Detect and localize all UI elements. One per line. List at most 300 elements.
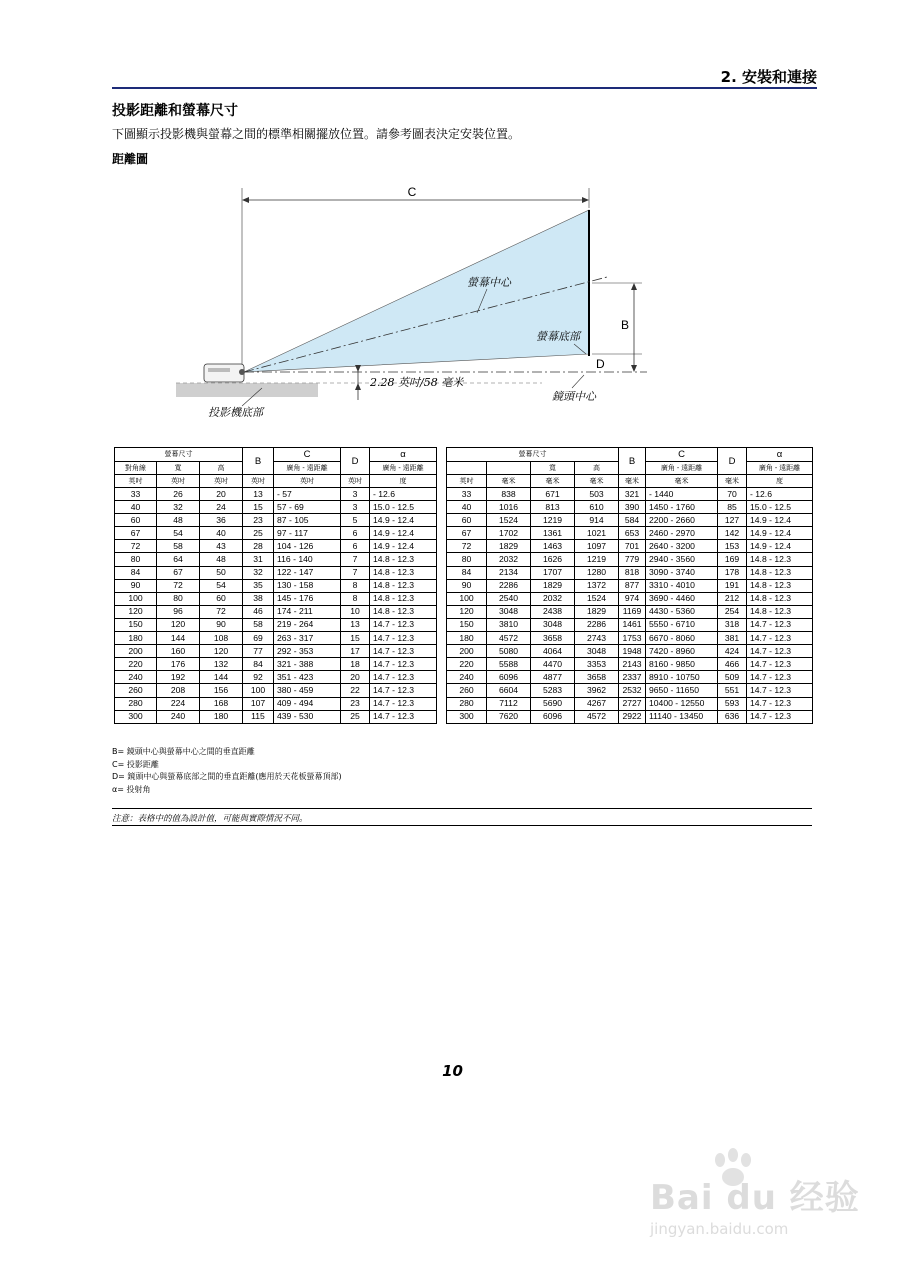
- table-cell: 220: [447, 658, 487, 671]
- table-cell: - 12.6: [370, 488, 437, 501]
- table-cell: 2286: [487, 579, 531, 592]
- th-unit-mm: 毫米: [531, 475, 575, 488]
- table-cell: 14.9 - 12.4: [370, 527, 437, 540]
- table-cell: 77: [243, 645, 274, 658]
- table-cell: 636: [718, 710, 747, 723]
- table-cell: 14.7 - 12.3: [747, 697, 813, 710]
- table-cell: 2286: [575, 618, 619, 631]
- table-cell: 32: [157, 501, 200, 514]
- table-row: [115, 684, 437, 697]
- table-row: [115, 553, 437, 566]
- table-row: [115, 527, 437, 540]
- table-cell: 80: [157, 592, 200, 605]
- diagram-title: 距離圖: [112, 152, 149, 166]
- table-cell: 2032: [487, 553, 531, 566]
- table-cell: 116 - 140: [274, 553, 341, 566]
- table-cell: 67: [157, 566, 200, 579]
- table-cell: 14.9 - 12.4: [370, 514, 437, 527]
- table-cell: 15: [341, 632, 370, 645]
- table-cell: 974: [619, 592, 646, 605]
- table-cell: 15: [243, 501, 274, 514]
- table-cell: 70: [718, 488, 747, 501]
- table-cell: 3310 - 4010: [646, 579, 718, 592]
- label-lens-center: 鏡頭中心: [552, 390, 596, 403]
- table-cell: 96: [157, 605, 200, 618]
- table-cell: 1219: [531, 514, 575, 527]
- table-cell: 439 - 530: [274, 710, 341, 723]
- table-cell: - 57: [274, 488, 341, 501]
- table-cell: 4267: [575, 697, 619, 710]
- table-cell: 14.7 - 12.3: [747, 671, 813, 684]
- table-cell: 1524: [487, 514, 531, 527]
- table-cell: 1626: [531, 553, 575, 566]
- table-cell: 67: [447, 527, 487, 540]
- th-unit-mm: 毫米: [619, 475, 646, 488]
- distance-diagram: [112, 178, 817, 428]
- table-cell: 31: [243, 553, 274, 566]
- table-cell: 2727: [619, 697, 646, 710]
- table-cell: 23: [243, 514, 274, 527]
- table-cell: 409 - 494: [274, 697, 341, 710]
- label-lens-height: 2.28 英吋/58 毫米: [370, 376, 464, 389]
- b-arrow-bottom: [631, 365, 637, 372]
- table-cell: 390: [619, 501, 646, 514]
- table-cell: 14.7 - 12.3: [747, 632, 813, 645]
- table-row: [115, 710, 437, 723]
- table-cell: 6: [341, 540, 370, 553]
- label-screen-center: 螢幕中心: [467, 276, 511, 289]
- table-cell: 69: [243, 632, 274, 645]
- table-cell: 6670 - 8060: [646, 632, 718, 645]
- label-c: C: [407, 185, 417, 199]
- table-cell: 6096: [531, 710, 575, 723]
- table-cell: 156: [200, 684, 243, 697]
- th-c: C: [646, 448, 718, 462]
- table-cell: 160: [157, 645, 200, 658]
- projector-icon: [204, 364, 244, 382]
- legend: [112, 746, 342, 796]
- table-cell: 25: [243, 527, 274, 540]
- table-row: [115, 566, 437, 579]
- baidu-watermark: [640, 1148, 860, 1258]
- table-cell: 1021: [575, 527, 619, 540]
- table-cell: 593: [718, 697, 747, 710]
- table-cell: 108: [200, 632, 243, 645]
- table-cell: 33: [447, 488, 487, 501]
- table-row: [447, 553, 813, 566]
- table-cell: 90: [115, 579, 157, 592]
- table-row: [447, 605, 813, 618]
- th-unit: 英吋: [115, 475, 157, 488]
- table-cell: 180: [200, 710, 243, 723]
- table-row: [115, 514, 437, 527]
- table-cell: 58: [157, 540, 200, 553]
- label-projector-bottom: 投影機底部: [208, 406, 263, 419]
- table-cell: 40: [115, 501, 157, 514]
- th-b: B: [243, 448, 274, 475]
- label-screen-bottom: 螢幕底部: [536, 330, 580, 343]
- table-cell: 2940 - 3560: [646, 553, 718, 566]
- table-cell: 818: [619, 566, 646, 579]
- table-row: [115, 501, 437, 514]
- table-cell: 2460 - 2970: [646, 527, 718, 540]
- th-unit: 英吋: [200, 475, 243, 488]
- table-cell: 150: [115, 618, 157, 631]
- table-row: [447, 540, 813, 553]
- table-cell: 1450 - 1760: [646, 501, 718, 514]
- table-cell: 60: [115, 514, 157, 527]
- table-cell: 4877: [531, 671, 575, 684]
- table-cell: 914: [575, 514, 619, 527]
- table-cell: 100: [243, 684, 274, 697]
- table-cell: 1702: [487, 527, 531, 540]
- table-cell: 84: [447, 566, 487, 579]
- th-unit: 英吋: [341, 475, 370, 488]
- th-d: D: [341, 448, 370, 475]
- table-cell: 1829: [575, 605, 619, 618]
- table-cell: 25: [341, 710, 370, 723]
- table-row: [447, 566, 813, 579]
- legend-item-c: C= 投影距離: [112, 759, 159, 769]
- table-cell: 2532: [619, 684, 646, 697]
- table-cell: 60: [200, 592, 243, 605]
- table-cell: 168: [200, 697, 243, 710]
- table-cell: 610: [575, 501, 619, 514]
- table-cell: 72: [200, 605, 243, 618]
- table-cell: 5080: [487, 645, 531, 658]
- table-cell: 54: [157, 527, 200, 540]
- table-cell: 2438: [531, 605, 575, 618]
- table-cell: 3: [341, 501, 370, 514]
- th-alpha-sub: 廣角 - 遠距離: [747, 462, 813, 475]
- table-cell: 14.7 - 12.3: [370, 671, 437, 684]
- table-cell: 14.7 - 12.3: [747, 658, 813, 671]
- table-cell: 3353: [575, 658, 619, 671]
- th-diagonal: 對角線: [115, 462, 157, 475]
- table-cell: 671: [531, 488, 575, 501]
- table-cell: 120: [115, 605, 157, 618]
- table-cell: 14.7 - 12.3: [370, 697, 437, 710]
- table-cell: 97 - 117: [274, 527, 341, 540]
- table-cell: 17: [341, 645, 370, 658]
- table-cell: 11140 - 13450: [646, 710, 718, 723]
- th-unit-mm: 毫米: [718, 475, 747, 488]
- table-cell: 1361: [531, 527, 575, 540]
- table-cell: 3658: [531, 632, 575, 645]
- table-row: [447, 697, 813, 710]
- table-row: [447, 501, 813, 514]
- floor-shade: [176, 383, 318, 397]
- table-cell: 200: [447, 645, 487, 658]
- table-cell: 57 - 69: [274, 501, 341, 514]
- table-cell: 72: [157, 579, 200, 592]
- table-row: [447, 710, 813, 723]
- table-cell: 3048: [487, 605, 531, 618]
- note-rule-bottom: [112, 825, 812, 826]
- th-height: 高: [200, 462, 243, 475]
- table-cell: 14.8 - 12.3: [747, 592, 813, 605]
- table-cell: 4572: [487, 632, 531, 645]
- table-cell: 130 - 158: [274, 579, 341, 592]
- th-unit: 英吋: [243, 475, 274, 488]
- label-d: D: [596, 357, 605, 371]
- th-screen-size: 螢幕尺寸: [447, 448, 619, 462]
- table-cell: 813: [531, 501, 575, 514]
- th-c-sub: 廣角 - 遠距離: [646, 462, 718, 475]
- table-inch-body: [115, 488, 437, 724]
- table-cell: 224: [157, 697, 200, 710]
- table-cell: 219 - 264: [274, 618, 341, 631]
- table-cell: 2540: [487, 592, 531, 605]
- table-cell: 144: [157, 632, 200, 645]
- th-width: 寬: [157, 462, 200, 475]
- table-cell: 300: [115, 710, 157, 723]
- table-cell: 779: [619, 553, 646, 566]
- table-cell: 46: [243, 605, 274, 618]
- table-cell: 28: [243, 540, 274, 553]
- table-cell: 1463: [531, 540, 575, 553]
- table-cell: 2200 - 2660: [646, 514, 718, 527]
- table-cell: 1016: [487, 501, 531, 514]
- table-cell: 5283: [531, 684, 575, 697]
- table-cell: 260: [115, 684, 157, 697]
- table-cell: 14.7 - 12.3: [370, 618, 437, 631]
- table-cell: 3690 - 4460: [646, 592, 718, 605]
- table-cell: - 1440: [646, 488, 718, 501]
- th-alpha-sub: 廣角 - 遠距離: [370, 462, 437, 475]
- table-cell: 153: [718, 540, 747, 553]
- table-cell: 14.8 - 12.3: [370, 566, 437, 579]
- table-cell: 14.8 - 12.3: [370, 579, 437, 592]
- table-cell: 40: [447, 501, 487, 514]
- table-row: [115, 697, 437, 710]
- table-cell: 150: [447, 618, 487, 631]
- label-b: B: [621, 318, 630, 332]
- th-d: D: [718, 448, 747, 475]
- table-row: [447, 592, 813, 605]
- table-cell: 551: [718, 684, 747, 697]
- table-row: [447, 579, 813, 592]
- table-cell: 40: [200, 527, 243, 540]
- table-cell: 38: [243, 592, 274, 605]
- th-alpha-unit: 度: [370, 475, 437, 488]
- table-cell: 240: [115, 671, 157, 684]
- table-cell: 321: [619, 488, 646, 501]
- th-c: C: [274, 448, 341, 462]
- table-cell: 1219: [575, 553, 619, 566]
- table-cell: 1280: [575, 566, 619, 579]
- table-cell: 18: [341, 658, 370, 671]
- table-cell: 14.7 - 12.3: [370, 658, 437, 671]
- table-cell: 36: [200, 514, 243, 527]
- table-cell: 14.8 - 12.3: [370, 592, 437, 605]
- table-cell: 14.7 - 12.3: [370, 710, 437, 723]
- table-cell: 192: [157, 671, 200, 684]
- table-cell: 7620: [487, 710, 531, 723]
- table-cell: 100: [447, 592, 487, 605]
- table-row: [447, 684, 813, 697]
- table-cell: 54: [200, 579, 243, 592]
- table-cell: 107: [243, 697, 274, 710]
- th-height: 高: [575, 462, 619, 475]
- table-cell: 2337: [619, 671, 646, 684]
- table-cell: 4572: [575, 710, 619, 723]
- table-cell: 877: [619, 579, 646, 592]
- watermark-url: jingyan.baidu.com: [650, 1220, 789, 1238]
- table-cell: 424: [718, 645, 747, 658]
- lens-center-leader: [572, 375, 584, 388]
- watermark-brand: Bai du 经验: [650, 1178, 860, 1218]
- table-cell: 381: [718, 632, 747, 645]
- table-cell: 35: [243, 579, 274, 592]
- table-cell: 8160 - 9850: [646, 658, 718, 671]
- table-cell: 85: [718, 501, 747, 514]
- table-row: [447, 645, 813, 658]
- table-cell: 1169: [619, 605, 646, 618]
- table-cell: 14.7 - 12.3: [747, 684, 813, 697]
- lens-icon: [239, 369, 245, 375]
- table-cell: 6: [341, 527, 370, 540]
- table-cell: 4430 - 5360: [646, 605, 718, 618]
- table-row: [447, 618, 813, 631]
- table-cell: 10: [341, 605, 370, 618]
- th-unit-mm: 毫米: [487, 475, 531, 488]
- table-cell: 8: [341, 579, 370, 592]
- table-cell: 6096: [487, 671, 531, 684]
- table-cell: 14.9 - 12.4: [747, 527, 813, 540]
- th-unit: 英吋: [157, 475, 200, 488]
- th-width: 寬: [531, 462, 575, 475]
- table-cell: 240: [447, 671, 487, 684]
- table-row: [115, 632, 437, 645]
- table-cell: 180: [447, 632, 487, 645]
- table-cell: 8910 - 10750: [646, 671, 718, 684]
- th-diagonal-empty: [487, 462, 531, 475]
- table-cell: 1097: [575, 540, 619, 553]
- table-cell: 169: [718, 553, 747, 566]
- table-cell: 120: [157, 618, 200, 631]
- table-cell: 14.7 - 12.3: [370, 632, 437, 645]
- table-cell: 280: [447, 697, 487, 710]
- table-cell: 220: [115, 658, 157, 671]
- b-arrow-top: [631, 283, 637, 290]
- table-cell: 100: [115, 592, 157, 605]
- table-cell: 1461: [619, 618, 646, 631]
- table-cell: 115: [243, 710, 274, 723]
- table-cell: 14.7 - 12.3: [370, 645, 437, 658]
- c-arrow-right: [582, 197, 589, 203]
- table-cell: 13: [341, 618, 370, 631]
- table-cell: 3: [341, 488, 370, 501]
- table-cell: 24: [200, 501, 243, 514]
- table-cell: 67: [115, 527, 157, 540]
- table-cell: 48: [200, 553, 243, 566]
- table-cell: 120: [200, 645, 243, 658]
- table-cell: 3962: [575, 684, 619, 697]
- header-rule: [112, 87, 817, 89]
- table-cell: 1829: [487, 540, 531, 553]
- table-cell: 90: [447, 579, 487, 592]
- table-row: [447, 488, 813, 501]
- table-cell: 20: [341, 671, 370, 684]
- table-cell: 9650 - 11650: [646, 684, 718, 697]
- th-unit-mm: 毫米: [646, 475, 718, 488]
- table-cell: 60: [447, 514, 487, 527]
- table-cell: 14.8 - 12.3: [370, 553, 437, 566]
- table-cell: 84: [115, 566, 157, 579]
- table-cell: 292 - 353: [274, 645, 341, 658]
- table-cell: 503: [575, 488, 619, 501]
- legend-item-d: D= 鏡頭中心與螢幕底部之間的垂直距離(應用於天花板螢幕頂部): [112, 772, 342, 781]
- table-cell: 509: [718, 671, 747, 684]
- table-row: [447, 527, 813, 540]
- table-inch: [114, 447, 437, 724]
- table-row: [115, 488, 437, 501]
- table-cell: 1524: [575, 592, 619, 605]
- table-cell: 14.7 - 12.3: [747, 645, 813, 658]
- table-cell: 653: [619, 527, 646, 540]
- table-cell: 1829: [531, 579, 575, 592]
- table-cell: 120: [447, 605, 487, 618]
- table-cell: 14.7 - 12.3: [370, 684, 437, 697]
- table-cell: 2922: [619, 710, 646, 723]
- table-cell: 7420 - 8960: [646, 645, 718, 658]
- table-row: [115, 579, 437, 592]
- intro-text: 下圖顯示投影機與螢幕之間的標準相關擺放位置。請參考圖表決定安裝位置。: [112, 127, 521, 141]
- table-cell: 87 - 105: [274, 514, 341, 527]
- table-cell: 72: [447, 540, 487, 553]
- table-row: [447, 658, 813, 671]
- legend-item-b: B= 鏡頭中心與螢幕中心之間的垂直距離: [112, 747, 255, 756]
- table-row: [115, 645, 437, 658]
- table-cell: 2640 - 3200: [646, 540, 718, 553]
- th-b: B: [619, 448, 646, 475]
- table-cell: 14.8 - 12.3: [747, 553, 813, 566]
- table-cell: 7112: [487, 697, 531, 710]
- table-row: [115, 671, 437, 684]
- table-cell: 1372: [575, 579, 619, 592]
- table-cell: 8: [341, 592, 370, 605]
- table-cell: 132: [200, 658, 243, 671]
- table-cell: 191: [718, 579, 747, 592]
- table-cell: 13: [243, 488, 274, 501]
- page-number: 10: [442, 1062, 463, 1080]
- table-cell: 176: [157, 658, 200, 671]
- table-cell: 380 - 459: [274, 684, 341, 697]
- table-cell: 20: [200, 488, 243, 501]
- table-cell: 58: [243, 618, 274, 631]
- table-mm: [446, 447, 813, 724]
- table-cell: 1753: [619, 632, 646, 645]
- table-cell: 14.8 - 12.3: [747, 579, 813, 592]
- table-cell: 3048: [531, 618, 575, 631]
- table-mm-body: [447, 488, 813, 724]
- c-arrow-left: [242, 197, 249, 203]
- table-cell: 14.9 - 12.4: [747, 514, 813, 527]
- table-cell: 7: [341, 566, 370, 579]
- table-cell: 80: [447, 553, 487, 566]
- table-cell: - 12.6: [747, 488, 813, 501]
- note-rule-top: [112, 808, 812, 809]
- table-row: [115, 658, 437, 671]
- table-row: [115, 592, 437, 605]
- th-screen-size: 螢幕尺寸: [115, 448, 243, 462]
- table-cell: 2743: [575, 632, 619, 645]
- table-cell: 43: [200, 540, 243, 553]
- table-cell: 26: [157, 488, 200, 501]
- table-cell: 838: [487, 488, 531, 501]
- table-cell: 127: [718, 514, 747, 527]
